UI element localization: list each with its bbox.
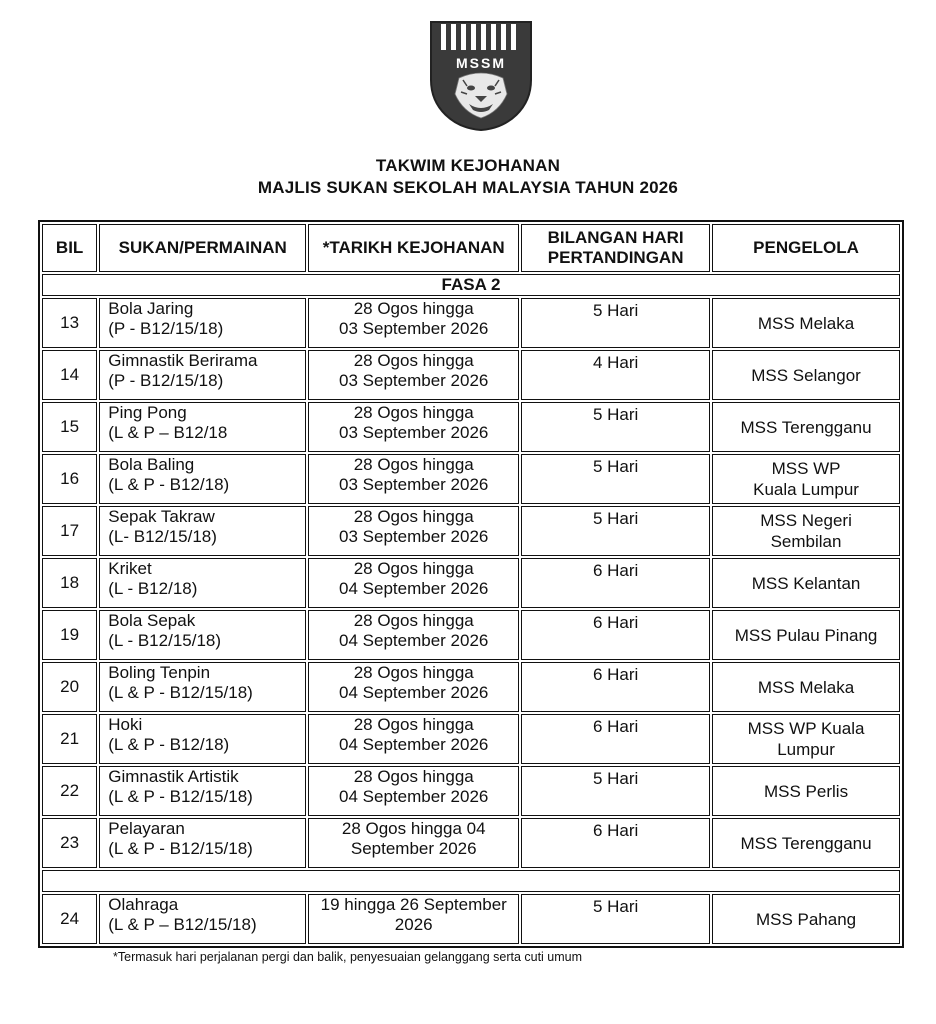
tarikh-line1: 28 Ogos hingga: [353, 299, 474, 318]
table-row: [42, 298, 900, 348]
sukan-category: (L & P – B12/18: [108, 423, 228, 442]
sukan-category: (L - B12/15/18): [108, 631, 222, 650]
table-row: [42, 454, 900, 504]
row-pengelola: [712, 818, 900, 868]
row-hari: 6 Hari: [521, 610, 710, 660]
document-title: TAKWIM KEJOHANAN: [375, 156, 561, 175]
row-pengelola: [712, 506, 900, 556]
row-pengelola: [712, 610, 900, 660]
table-row: [42, 350, 900, 400]
sukan-name: Ping Pong: [108, 403, 187, 422]
sukan-category: (L & P - B12/18): [108, 735, 230, 754]
pengelola-line1: MSS Melaka: [757, 677, 855, 697]
row-hari: 6 Hari: [521, 714, 710, 764]
table-row: [42, 610, 900, 660]
row-bil: 21: [42, 714, 97, 764]
mssm-logo: [429, 20, 533, 132]
tarikh-line2: 03 September 2026: [339, 475, 489, 494]
sukan-name: Sepak Takraw: [108, 507, 215, 526]
sukan-category: (L- B12/15/18): [108, 527, 217, 546]
tarikh-line1: 28 Ogos hingga: [353, 767, 474, 786]
row-pengelola: [712, 558, 900, 608]
table-row: [42, 662, 900, 712]
sukan-category: (P - B12/15/18): [108, 371, 224, 390]
col-sukan: SUKAN/PERMAINAN: [99, 224, 306, 272]
row-bil: 17: [42, 506, 97, 556]
col-bilangan-hari: BILANGAN HARI PERTANDINGAN: [521, 224, 710, 272]
row-bil: 16: [42, 454, 97, 504]
pengelola-line2: Lumpur: [777, 740, 835, 759]
table-row: [42, 402, 900, 452]
table-row: [42, 558, 900, 608]
row-sukan: [99, 714, 306, 764]
pengelola-line1: MSS WP: [771, 459, 841, 478]
tarikh-line2: 04 September 2026: [339, 735, 489, 754]
competition-calendar-table: [38, 220, 904, 948]
row-tarikh: [308, 350, 519, 400]
row-sukan: [99, 610, 306, 660]
header-row: [42, 224, 900, 272]
row-tarikh: [308, 714, 519, 764]
row-bil: 15: [42, 402, 97, 452]
row-pengelola: [712, 402, 900, 452]
sukan-category: (P - B12/15/18): [108, 319, 224, 338]
row-pengelola: [712, 894, 900, 944]
tarikh-line2: 2026: [394, 915, 433, 934]
pengelola-line2: Kuala Lumpur: [753, 480, 859, 499]
row-sukan: [99, 454, 306, 504]
row-pengelola: [712, 766, 900, 816]
table-row: [42, 766, 900, 816]
sukan-category: (L & P - B12/15/18): [108, 839, 253, 858]
tarikh-line2: September 2026: [350, 839, 477, 858]
sukan-name: Gimnastik Berirama: [108, 351, 258, 370]
document-subtitle: MAJLIS SUKAN SEKOLAH MALAYSIA TAHUN 2026: [257, 178, 679, 197]
sukan-name: Bola Baling: [108, 455, 195, 474]
footnote: *Termasuk hari perjalanan pergi dan balik, penyesuaian gelanggang serta cuti umum: [113, 950, 583, 964]
tarikh-line1: 28 Ogos hingga: [353, 663, 474, 682]
row-tarikh: [308, 454, 519, 504]
row-hari: 5 Hari: [521, 894, 710, 944]
tarikh-line2: 03 September 2026: [339, 527, 489, 546]
row-pengelola: [712, 350, 900, 400]
tarikh-line1: 28 Ogos hingga: [353, 351, 474, 370]
row-bil: 20: [42, 662, 97, 712]
row-sukan: [99, 818, 306, 868]
sukan-name: Bola Sepak: [108, 611, 196, 630]
tarikh-line2: 03 September 2026: [339, 423, 489, 442]
sukan-category: (L - B12/18): [108, 579, 198, 598]
row-sukan: [99, 402, 306, 452]
row-pengelola: [712, 714, 900, 764]
row-hari: 4 Hari: [521, 350, 710, 400]
row-hari: 6 Hari: [521, 818, 710, 868]
row-hari: 5 Hari: [521, 454, 710, 504]
tarikh-line2: 03 September 2026: [339, 371, 489, 390]
row-sukan: [99, 558, 306, 608]
pengelola-line1: MSS Melaka: [757, 313, 855, 333]
pengelola-line2: Sembilan: [770, 532, 842, 551]
pengelola-line1: MSS Selangor: [751, 365, 861, 385]
row-bil: 22: [42, 766, 97, 816]
separator-row: [42, 870, 900, 892]
phase-row: [42, 274, 900, 296]
pengelola-line1: MSS Kelantan: [751, 573, 861, 593]
tarikh-line1: 19 hingga 26 September: [320, 895, 507, 914]
row-sukan: [99, 662, 306, 712]
tarikh-line1: 28 Ogos hingga: [353, 455, 474, 474]
pengelola-line1: MSS Pulau Pinang: [734, 625, 878, 645]
row-hari: 5 Hari: [521, 506, 710, 556]
row-sukan: [99, 350, 306, 400]
pengelola-line1: MSS Negeri: [760, 511, 852, 530]
sukan-category: (L & P – B12/15/18): [108, 915, 257, 934]
row-hari: 5 Hari: [521, 766, 710, 816]
row-sukan: [99, 298, 306, 348]
row-tarikh: [308, 610, 519, 660]
tarikh-line1: 28 Ogos hingga: [353, 611, 474, 630]
row-sukan: [99, 894, 306, 944]
row-tarikh: [308, 818, 519, 868]
sukan-name: Boling Tenpin: [108, 663, 211, 682]
pengelola-line1: MSS Perlis: [764, 781, 849, 801]
table-row: [42, 818, 900, 868]
col-pengelola: PENGELOLA: [712, 224, 900, 272]
row-sukan: [99, 766, 306, 816]
row-tarikh: [308, 894, 519, 944]
row-tarikh: [308, 662, 519, 712]
row-tarikh: [308, 766, 519, 816]
row-tarikh: [308, 402, 519, 452]
tarikh-line1: 28 Ogos hingga: [353, 403, 474, 422]
sukan-name: Bola Jaring: [108, 299, 194, 318]
row-pengelola: [712, 298, 900, 348]
sukan-name: Kriket: [108, 559, 152, 578]
row-hari: 6 Hari: [521, 662, 710, 712]
tarikh-line2: 04 September 2026: [339, 579, 489, 598]
pengelola-line1: MSS Terengganu: [740, 833, 872, 853]
row-bil: 14: [42, 350, 97, 400]
tarikh-line2: 04 September 2026: [339, 631, 489, 650]
row-tarikh: [308, 298, 519, 348]
row-hari: 6 Hari: [521, 558, 710, 608]
sukan-category: (L & P - B12/18): [108, 475, 230, 494]
sukan-name: Pelayaran: [108, 819, 185, 838]
phase-label: FASA 2: [42, 274, 900, 296]
table-row: [42, 506, 900, 556]
row-tarikh: [308, 506, 519, 556]
tarikh-line2: 04 September 2026: [339, 683, 489, 702]
pengelola-line1: MSS WP Kuala: [747, 719, 865, 738]
row-hari: 5 Hari: [521, 402, 710, 452]
sukan-name: Olahraga: [108, 895, 179, 914]
pengelola-line1: MSS Pahang: [755, 909, 857, 929]
tarikh-line1: 28 Ogos hingga 04: [341, 819, 486, 838]
row-hari: 5 Hari: [521, 298, 710, 348]
row-bil: 13: [42, 298, 97, 348]
row-bil: 19: [42, 610, 97, 660]
tarikh-line2: 04 September 2026: [339, 787, 489, 806]
row-tarikh: [308, 558, 519, 608]
tarikh-line1: 28 Ogos hingga: [353, 507, 474, 526]
table-row: [42, 894, 900, 944]
tarikh-line2: 03 September 2026: [339, 319, 489, 338]
sukan-category: (L & P - B12/15/18): [108, 683, 253, 702]
sukan-name: Hoki: [108, 715, 143, 734]
sukan-category: (L & P - B12/15/18): [108, 787, 253, 806]
col-tarikh: *TARIKH KEJOHANAN: [308, 224, 519, 272]
sukan-name: Gimnastik Artistik: [108, 767, 239, 786]
svg-text:MSSM: MSSM: [456, 55, 506, 71]
row-pengelola: [712, 454, 900, 504]
separator-cell: [42, 870, 900, 892]
tarikh-line1: 28 Ogos hingga: [353, 559, 474, 578]
pengelola-line1: MSS Terengganu: [740, 417, 872, 437]
row-pengelola: [712, 662, 900, 712]
row-sukan: [99, 506, 306, 556]
top-edge-mark: [776, 0, 816, 2]
row-bil: 24: [42, 894, 97, 944]
col-bil: BIL: [42, 224, 97, 272]
row-bil: 23: [42, 818, 97, 868]
row-bil: 18: [42, 558, 97, 608]
tarikh-line1: 28 Ogos hingga: [353, 715, 474, 734]
table-row: [42, 714, 900, 764]
